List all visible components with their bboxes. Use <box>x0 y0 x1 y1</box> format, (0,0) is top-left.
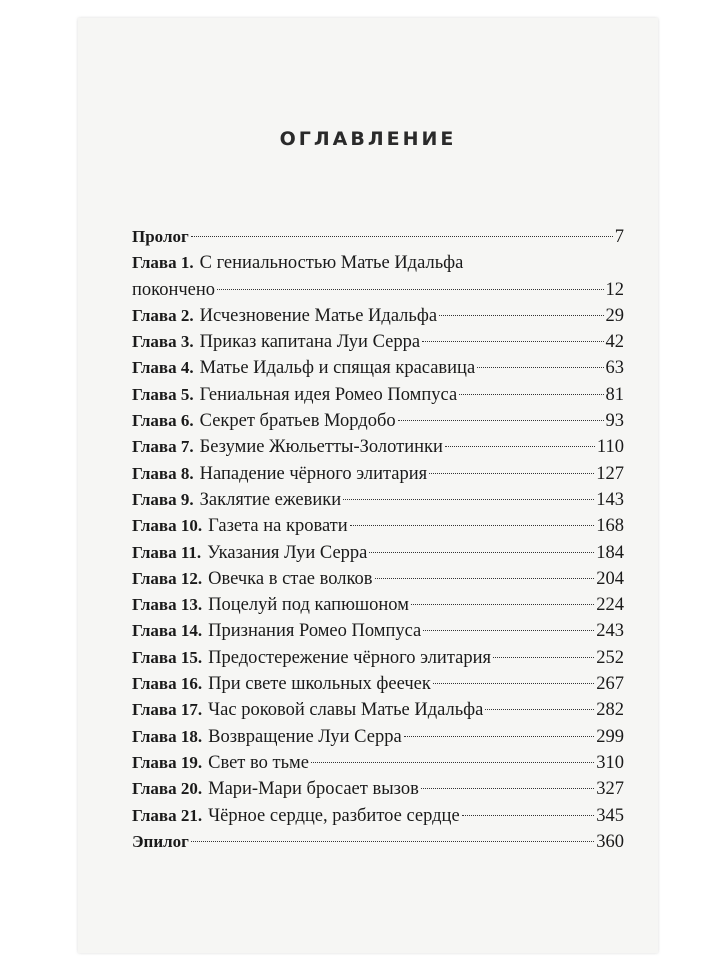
dot-leader <box>404 736 595 737</box>
dot-leader <box>217 289 603 290</box>
toc-entry-page: 127 <box>596 463 624 484</box>
toc-entry-chapter-8 <box>132 461 624 487</box>
toc-entry-label: Глава 1. <box>132 253 194 273</box>
toc-entry-chapter-21 <box>132 803 624 829</box>
toc-entry-page: 204 <box>596 568 624 589</box>
toc-entry-chapter-20 <box>132 776 624 802</box>
dot-leader <box>191 841 594 842</box>
toc-entry-page: 93 <box>605 411 624 432</box>
toc-entry-chapter-7 <box>132 434 624 460</box>
toc-entry-title: Газета на кровати <box>208 516 348 537</box>
dot-leader <box>343 499 594 500</box>
toc-entry-label: Глава 11. <box>132 542 202 562</box>
toc-entry-title: Указания Луи Серра <box>207 542 368 563</box>
toc-entry-page: 243 <box>596 621 624 642</box>
toc-entry-label: Глава 7. <box>132 437 194 457</box>
dot-leader <box>350 525 595 526</box>
toc-entry-title: Чёрное сердце, разбитое сердце <box>208 805 460 826</box>
toc-entry-chapter-1 <box>132 250 624 276</box>
toc-entry-page: 224 <box>596 595 624 616</box>
toc-entry-title: Признания Ромео Помпуса <box>208 621 422 642</box>
toc-entry-label: Глава 20. <box>132 779 203 799</box>
toc-entry-page: 168 <box>596 516 624 537</box>
toc-entry-label: Глава 2. <box>132 305 194 325</box>
dot-leader <box>462 815 595 816</box>
toc-entry-page: 63 <box>605 358 624 379</box>
toc-entry-title: Возвращение Луи Серра <box>208 726 402 747</box>
toc-entry-chapter-13 <box>132 592 624 618</box>
toc-entry-page: 143 <box>596 489 624 510</box>
toc-entry-page: 110 <box>596 437 624 458</box>
toc-entry-label: Эпилог <box>132 831 189 851</box>
table-of-contents <box>132 224 624 855</box>
toc-entry-title: Овечка в стае волков <box>208 568 373 589</box>
toc-entry-label: Глава 12. <box>132 568 203 588</box>
toc-entry-chapter-14 <box>132 618 624 644</box>
toc-entry-chapter-3 <box>132 329 624 355</box>
toc-entry-page: 345 <box>596 805 624 826</box>
toc-entry-title: покончено <box>132 279 216 300</box>
toc-entry-chapter-18 <box>132 724 624 750</box>
dot-leader <box>411 604 594 605</box>
toc-entry-page: 267 <box>596 674 624 695</box>
dot-leader <box>459 394 603 395</box>
toc-entry-page: 360 <box>596 831 624 852</box>
dot-leader <box>445 446 595 447</box>
toc-entry-title: Исчезновение Матье Идальфа <box>199 305 438 326</box>
toc-entry-label: Глава 17. <box>132 700 203 720</box>
toc-entry-title: Свет во тьме <box>208 752 309 773</box>
toc-entry-chapter-4 <box>132 355 624 381</box>
dot-leader <box>493 657 594 658</box>
dot-leader <box>369 552 594 553</box>
toc-entry-title: С гениальностью Матье Идальфа <box>199 253 464 274</box>
toc-entry-label: Глава 10. <box>132 516 203 536</box>
toc-entry-label: Глава 8. <box>132 463 194 483</box>
toc-entry-chapter-9 <box>132 487 624 513</box>
toc-entry-title: Гениальная идея Ромео Помпуса <box>199 384 458 405</box>
dot-leader <box>477 367 603 368</box>
toc-entry-title: Секрет братьев Мордобо <box>199 411 396 432</box>
toc-entry-title: Приказ капитана Луи Серра <box>199 332 421 353</box>
toc-entry-page: 12 <box>605 279 624 300</box>
toc-entry-page: 42 <box>605 332 624 353</box>
toc-entry-label: Глава 4. <box>132 358 194 378</box>
toc-entry-title: Час роковой славы Матье Идальфа <box>208 700 484 721</box>
toc-entry-label: Глава 13. <box>132 595 203 615</box>
dot-leader <box>421 788 594 789</box>
toc-entry-page: 282 <box>596 700 624 721</box>
toc-entry-title: Матье Идальф и спящая красавица <box>199 358 476 379</box>
page-title: ОГЛАВЛЕНИЕ <box>279 128 457 150</box>
toc-entry-chapter-1-continued <box>132 277 624 303</box>
toc-entry-page: 310 <box>596 752 624 773</box>
toc-entry-chapter-10 <box>132 513 624 539</box>
toc-entry-label: Глава 21. <box>132 805 203 825</box>
toc-entry-label: Глава 5. <box>132 384 194 404</box>
dot-leader <box>485 709 594 710</box>
toc-entry-title: Нападение чёрного элитария <box>199 463 428 484</box>
toc-entry-page: 7 <box>614 227 624 247</box>
toc-entry-label: Глава 19. <box>132 752 203 772</box>
dot-leader <box>311 762 594 763</box>
toc-entry-page: 252 <box>596 647 624 668</box>
toc-entry-title: Заклятие ежевики <box>199 489 342 510</box>
toc-entry-label: Глава 14. <box>132 621 203 641</box>
toc-entry-title: Безумие Жюльетты-Золотинки <box>199 437 443 458</box>
dot-leader <box>423 630 594 631</box>
toc-entry-chapter-11 <box>132 540 624 566</box>
toc-entry-page: 299 <box>596 726 624 747</box>
toc-entry-page: 29 <box>605 305 624 326</box>
toc-entry-label: Пролог <box>132 227 189 246</box>
toc-entry-chapter-2 <box>132 303 624 329</box>
toc-entry-title: При свете школьных феечек <box>208 674 431 695</box>
toc-entry-page: 184 <box>596 542 624 563</box>
dot-leader <box>398 420 604 421</box>
toc-entry-label: Глава 18. <box>132 726 203 746</box>
toc-entry-chapter-16 <box>132 671 624 697</box>
toc-entry-label: Глава 9. <box>132 489 194 509</box>
toc-entry-chapter-5 <box>132 382 624 408</box>
toc-entry-label: Глава 3. <box>132 332 194 352</box>
toc-entry-chapter-12 <box>132 566 624 592</box>
toc-entry-title: Предостережение чёрного элитария <box>208 647 492 668</box>
dot-leader <box>191 236 613 237</box>
dot-leader <box>433 683 594 684</box>
dot-leader <box>439 315 603 316</box>
dot-leader <box>375 578 595 579</box>
toc-entry-epilogue <box>132 829 624 855</box>
dot-leader <box>429 473 594 474</box>
toc-entry-page: 327 <box>596 779 624 800</box>
toc-entry-title: Поцелуй под капюшоном <box>208 595 409 616</box>
toc-entry-chapter-6 <box>132 408 624 434</box>
dot-leader <box>422 341 603 342</box>
toc-entry-chapter-17 <box>132 697 624 723</box>
toc-entry-label: Глава 6. <box>132 411 194 431</box>
toc-entry-page: 81 <box>605 384 624 405</box>
toc-entry-label: Глава 16. <box>132 674 203 694</box>
book-page <box>78 18 658 953</box>
toc-entry-title: Мари-Мари бросает вызов <box>208 779 419 800</box>
toc-entry-chapter-19 <box>132 750 624 776</box>
toc-entry-chapter-15 <box>132 645 624 671</box>
toc-entry-label: Глава 15. <box>132 647 203 667</box>
toc-entry-prologue <box>132 224 624 250</box>
